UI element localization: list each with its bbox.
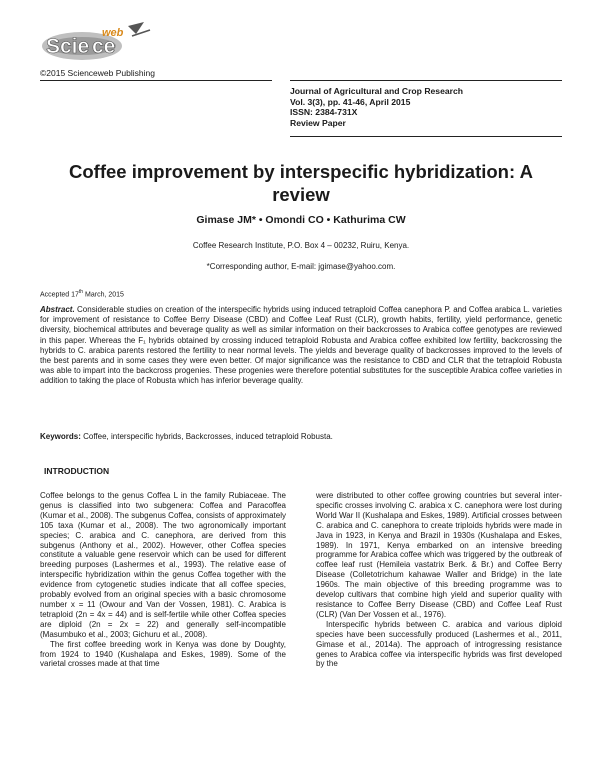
header-rule-right [290,80,562,81]
accepted-date [40,289,124,298]
body-column-left [40,491,286,669]
affiliation: Coffee Research Institute, P.O. Box 4 – 00232, Ruiru, Kenya. [192,241,410,250]
keywords [40,432,562,441]
paper-title: Coffee improvement by interspecific hybridization: A review [69,161,533,205]
keywords-label: Keywords: [40,432,81,441]
journal-name: Journal of Agricultural and Crop Research [290,86,464,96]
paragraph: Interspecific hybrids between C. arabica and various diploid species have been successfully produced (Lashermes et al., 2011, Gimase et al., 2014a). The approach of introgressing resistance genes to Arabica coffee via interspecific hybrids was first developed by the [316,619,562,669]
paragraph: Coffee belongs to the genus Coffea L in the family Rubiaceae. The genus is classified into two subgenera: Coffea and Paracoffea (Kumar et al., 2008). The subgenus Coffea, consists of approximately 105 taxa (Kumar et al., 2008). The two agronomically important species; C. arabica and C. canephora, are derived from this subgenus (Anthony et al., 2002). However, other Coffea species constitute a valuable gene reservoir which can be used for different breeding purposes (Lashermes et al., 1993). The relative ease of interspecific hybridization within the genus Coffea together with the evidence from cytogenetic studies indicate that all coffee species, probably evolved from an original species with a basic chromosome number x = 11 (Owour and Van der Vossen, 1981). C. Arabica is tetraploid (2n = 4x = 44) and is self-fertile while other Coffea species are diploid (2n = 2x = 22) and generally self-incompatible (Masumbuko et al., 2003; Gichuru et al., 2008). [40,491,286,639]
abstract [40,305,562,387]
abstract-label: Abstract. [40,305,75,314]
abstract-text: Considerable studies on creation of the interspecific hybrids using induced tetraploid Coffea canephora P. and Coffea arabica L. varieties for improvement of resistance to Coffee Berry Disease (CBD) and Coffee Leaf Rust (CLR), growth habits, fertility, yield performance, genetic diversity, biochemical attributes and beverage quality as well as similar information on their backcrosses to Arabica coffee genotypes are reviewed in this paper. Whereas the F₁ hybrids obtained by crossing induced tetraploid Robusta and Arabica coffee exhibited low fertility, backcrossing the hybrids to C. arabica parents restored the fertility to near normal levels. The yields and beverage quality of backcrosses improved to the levels of the best parents and in some cases they were even better. Of major significance was the resistance to CBD and CLR that the tetraploid Robusta was able to impart into the backcross progenies. These progenies were therefore potential substitutes for the susceptible Arabica coffee varieties in addition to taking the place of Robusta which has inferior beverage quality. [40,305,562,386]
accepted-rest: March, 2015 [83,291,124,299]
paper-type: Review Paper [290,117,346,128]
corresponding-author: *Corresponding author, E-mail: jgimase@yahoo.com. [206,262,396,271]
keywords-text: Coffee, interspecific hybrids, Backcrosses, induced tetraploid Robusta. [80,432,333,441]
journal-issn: ISSN: 2384-731X [290,107,358,118]
body-column-right [316,491,562,669]
svg-text:ce: ce [92,35,116,58]
journal-info [290,86,463,128]
accepted-prefix: Accepted 17 [40,291,79,299]
paragraph: The first coffee breeding work in Kenya was done by Doughty, from 1924 to 1940 (Kushalapa and Eskes, 1989). Some of the varietal crosses made at that time [40,639,286,669]
paragraph: were distributed to other coffee growing countries but several inter-specific crosses involving C. arabica x C. canephora were lost during World War II (Kushalapa and Eskes, 1989). Artificial crosses between C. arabica and C. canephora to create triploids hybrids were made in Java in 1923, in Kenya and Brazil in 1930s (Kushalapa and Eskes, 1989). In 1971, Kenya embarked on an intensive breeding programme for Arabica coffee which was triggered by the outbreak of coffee leaf rust (Hemileia vastatrix Berk. & Br.) and Coffee Berry Disease (Colletotrichum kahawae Waller and Bridge) in the late 1960s. The main objective of this breeding programme was to develop cultivars that combine high yield and superior quality with resistance to Coffee Berry Disease (CBD) and Coffee Leaf Rust (CLR) (Van Der Vossen et al., 1976). [316,491,562,619]
svg-text:web: web [102,27,124,39]
scienceweb-logo [40,20,158,66]
copyright-notice: ©2015 Scienceweb Publishing [40,68,155,78]
svg-text:Scie: Scie [46,35,90,58]
journal-rule [290,136,562,137]
introduction-heading: INTRODUCTION [44,466,110,476]
journal-volume: Vol. 3(3), pp. 41-46, April 2015 [290,96,411,107]
authors: Gimase JM* • Omondi CO • Kathurima CW [196,214,406,226]
accepted-suffix: th [78,289,84,295]
header-rule-left [40,80,272,81]
